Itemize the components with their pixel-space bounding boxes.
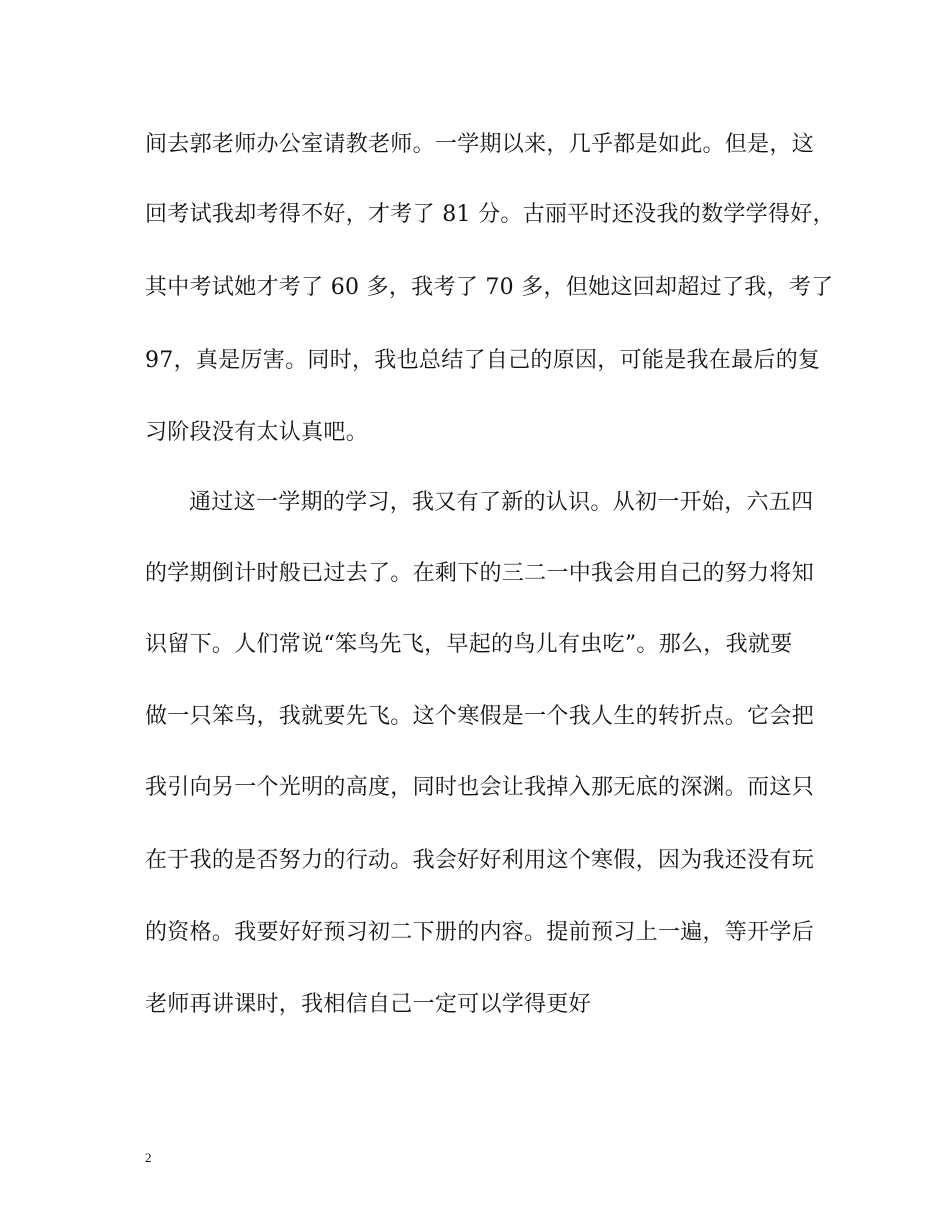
text-line-4: 97，真是厉害。同时，我也总结了自己的原因，可能是我在最后的复 [145,348,821,373]
text-line-6: 通过这一学期的学习，我又有了新的认识。从初一开始，六五四 [189,490,814,515]
text-line-5: 习阶段没有太认真吧。 [145,420,369,445]
text-line-7: 的学期倒计时般已过去了。在剩下的三二一中我会用自己的努力将知 [145,561,815,586]
text-line-13: 老师再讲课时，我相信自己一定可以学得更好 [145,992,592,1017]
text-line-11: 在于我的是否努力的行动。我会好好利用这个寒假，因为我还没有玩 [145,848,815,873]
text-line-9: 做一只笨鸟，我就要先飞。这个寒假是一个我人生的转折点。它会把 [145,704,815,729]
page-number: 2 [145,1150,152,1165]
text-line-12: 的资格。我要好好预习初二下册的内容。提前预习上一遍，等开学后 [145,920,815,945]
text-line-3: 其中考试她才考了 60 多，我考了 70 多，但她这回却超过了我，考了 [145,275,834,300]
text-line-2: 回考试我却考得不好，才考了 81 分。古丽平时还没我的数学学得好， [145,202,835,227]
text-line-10: 我引向另一个光明的高度，同时也会让我掉入那无底的深渊。而这只 [145,775,815,800]
text-line-1: 间去郭老师办公室请教老师。一学期以来，几乎都是如此。但是，这 [145,132,815,157]
text-line-8: 识留下。人们常说“笨鸟先飞，早起的鸟儿有虫吃”。那么，我就要 [145,632,793,657]
